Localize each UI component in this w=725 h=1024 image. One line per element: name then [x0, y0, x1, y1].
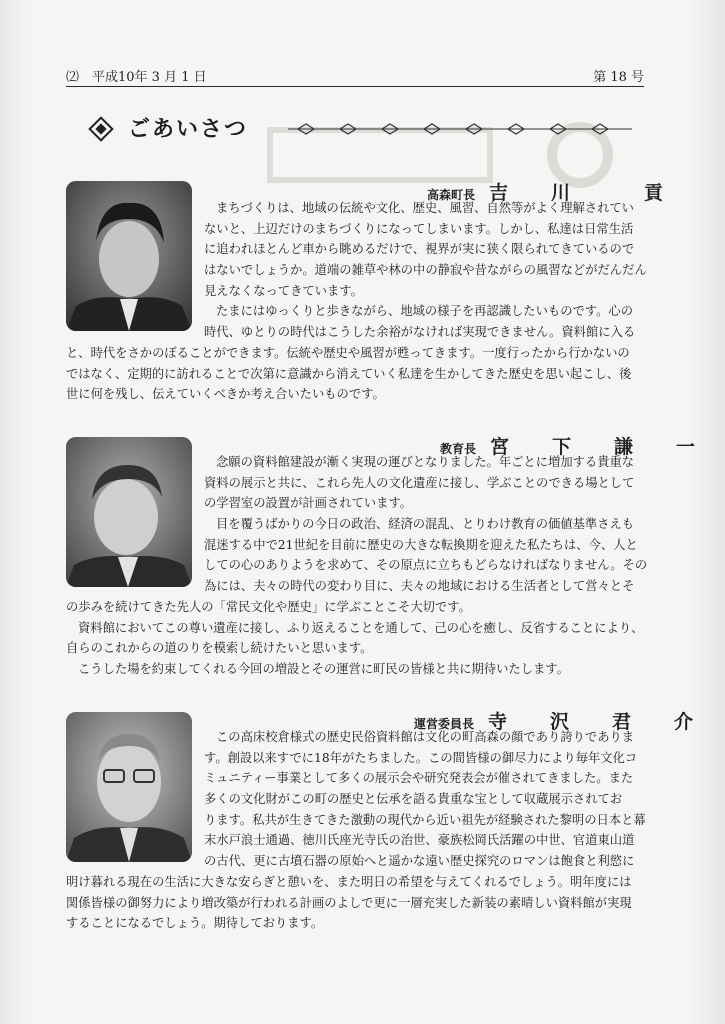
text-line: の学習室の設置が計画されています。 [204, 496, 413, 511]
issue-number: 第 18 号 [593, 70, 644, 85]
text-line: 自らのこれからの道のりを模索し続けたいと思います。 [66, 641, 373, 656]
decorative-border-icon [288, 122, 632, 136]
text-line: しての心のありようを求めて、その原点に立ちもどらなければなりません。その [204, 558, 648, 573]
greeting-2-body [66, 452, 647, 680]
greeting-1-body [66, 198, 647, 405]
text-line: 末水戸浪士通過、徳川氏座光寺氏の治世、豪族松岡氏活躍の中世、官道東山道 [204, 833, 635, 848]
text-line: ないと、上辺だけのまちづくりになってしまいます。しかし、私達は日常生活 [204, 221, 634, 236]
text-line: ではなく、定期的に訪れることで次第に意識から消えていく私達を生かしてきた歴史を思い起こし、後 [66, 366, 632, 381]
diamond-bullet-icon [88, 116, 113, 141]
section-heading [92, 114, 638, 144]
text-line: 世に何を残し、伝えていくべきか考え合いたいものです。 [66, 387, 385, 402]
text-line: こうした場を約束してくれる今回の増設とその運営に町民の皆様と共に期待いたします。 [78, 661, 569, 676]
text-line: はないでしょうか。道端の雑草や林の中の静寂や昔ながらの風習などがだんだん [204, 263, 647, 278]
text-line: ります。私共が生きてきた激動の現代から近い祖先が経験された黎明の日本と幕 [204, 812, 646, 827]
text-line: の歩みを続けてきた先人の「常民文化や歴史」に学ぶことこそ大切です。 [66, 599, 471, 614]
text-line: の古代、更に古墳石器の原始へと遥かな遠い歴史探究のロマンは飽食と利慾に [204, 854, 635, 869]
greeting-3-role: 運営委員長 [414, 717, 475, 731]
text-line: と、時代をさかのぼることができます。伝統や歴史や風習が甦ってきます。一度行ったから行かないの [66, 345, 630, 360]
text-line: 混迷する中で21世紀を目前に歴史の大きな転換期を迎えた私たちは、今、人と [204, 537, 638, 552]
text-line: す。創設以来すでに18年がたちました。この間皆様の御尽力により毎年文化コ [204, 750, 638, 765]
text-line: この高床校倉様式の歴史民俗資料館は文化の町高森の顔であり誇りでありま [216, 730, 635, 744]
text-line: ミュニティー事業として多くの展示会や研究発表会が催されてきました。また [204, 771, 634, 786]
text-line: 見えなくなってきています。 [204, 283, 363, 298]
section-title: ごあいさつ [128, 116, 249, 142]
text-line: 明け暮れる現在の生活に大きな安らぎと憩いを、また明日の希望を与えてくれるでしょう。明年度には [66, 874, 632, 889]
page-header [66, 64, 644, 87]
greeting-3-name: 寺 沢 君 介 [488, 711, 706, 733]
text-line: まちづくりは、地域の伝統や文化、歴史、風習、自然等がよく理解されてい [216, 201, 634, 215]
text-line: 為には、夫々の時代の変わり目に、夫々の地域における生活者として営々とそ [204, 579, 635, 594]
greeting-3-body [66, 727, 646, 934]
greeting-1-role: 高森町長 [427, 188, 476, 202]
text-line: することになるでしょう。期待しております。 [66, 916, 324, 931]
issue-date: ⑵ 平成10年 3 月 1 日 [66, 70, 207, 85]
greeting-2-role: 教育長 [440, 442, 477, 456]
text-line: 念願の資料館建設が漸く実現の運びとなりました。年ごとに増加する貴重な [216, 455, 635, 469]
greeting-2-name: 宮 下 謙 一 [490, 436, 708, 458]
text-line: たまにはゆっくりと歩きながら、地域の様子を再認識したいものです。心の [216, 304, 633, 319]
text-line: 目を覆うばかりの今日の政治、経済の混乱、とりわけ教育の価値基準さえも [216, 517, 635, 532]
text-line: 関係皆様の御努力により増改築が行われる計画のよしで更に一層充実した新装の素晴しい資料館が実現 [66, 895, 632, 910]
text-line: に追われほとんど車から眺めるだけで、視界が実に狭く限られてきているので [204, 242, 635, 257]
text-line: 多くの文化財がこの町の歴史と伝承を語る貴重な宝として収蔵展示されてお [204, 792, 623, 807]
text-line: 時代、ゆとりの時代はこうした余裕がなければ実現できません。資料館に入る [204, 325, 636, 340]
text-line: 資料館においてこの尊い遺産に接し、ふり返えることを通して、己の心を癒し、反省することにより、 [78, 620, 644, 635]
greeting-1-name: 吉 川 貢 [489, 182, 676, 204]
text-line: 資料の展示と共に、これら先人の文化遺産に接し、学ぶことのできる場として [204, 475, 635, 490]
